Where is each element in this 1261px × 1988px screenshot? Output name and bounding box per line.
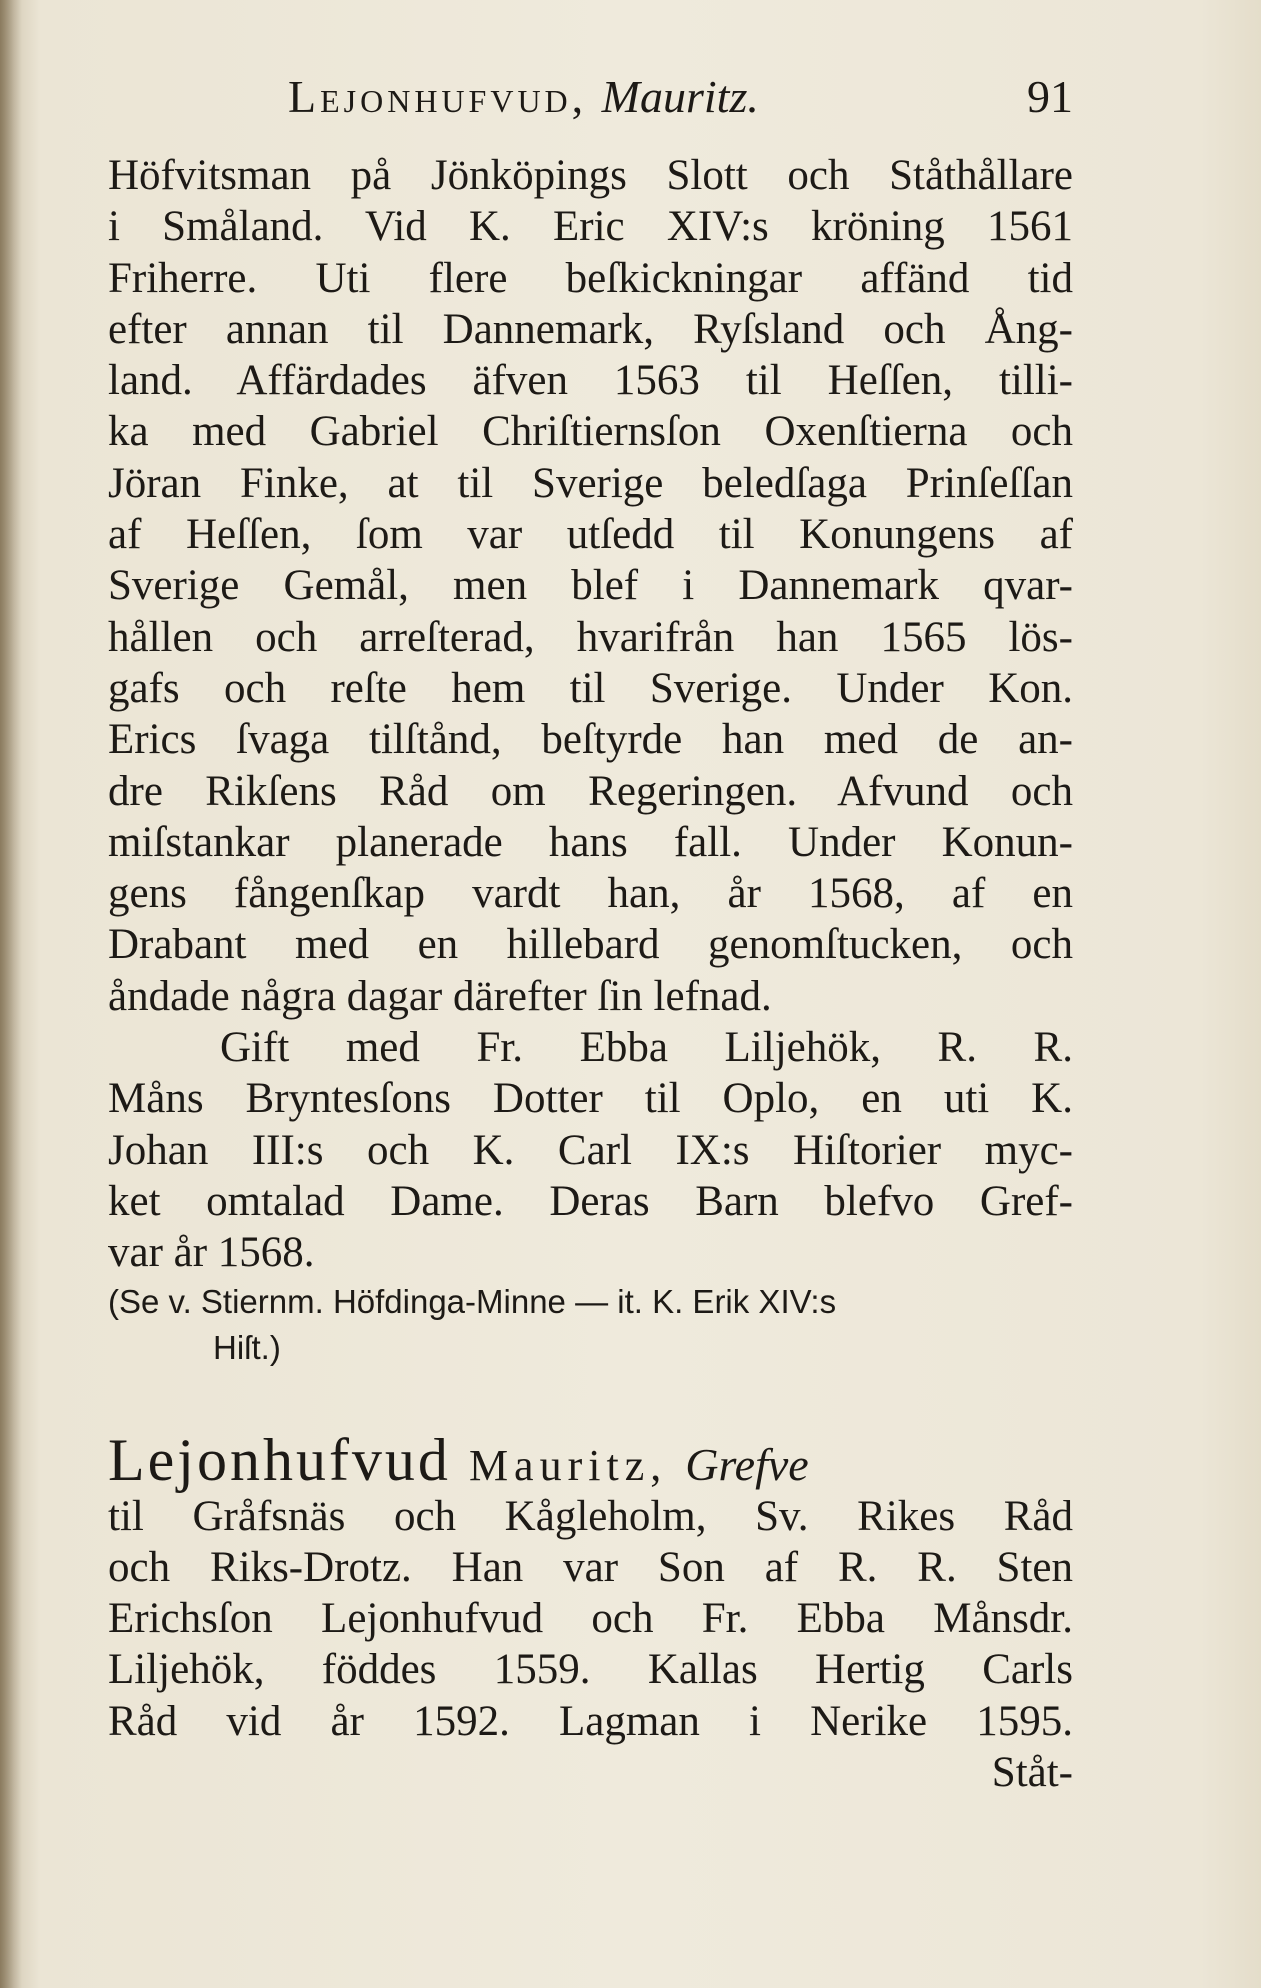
body-line: Friherre. Uti flere beſkickningar affänd tid <box>108 254 1073 302</box>
text-block <box>108 70 1073 1798</box>
body-line: Johan III:s och K. Carl IX:s Hiſtorier myc- <box>108 1126 1073 1174</box>
entry-lejonhufvud-mauritz <box>108 1426 1073 1799</box>
note-line: Hiſt.) <box>213 1328 281 1366</box>
body-line: Höfvitsman på Jönköpings Slott och Ståthållare <box>108 152 1073 199</box>
body-line: gens fångenſkap vardt han, år 1568, af en <box>108 870 1073 918</box>
body-line: Erics ſvaga tilſtånd, beſtyrde han med de an- <box>108 716 1073 764</box>
page-header <box>108 70 1073 150</box>
entry-surname: Lejonhufvud <box>108 1426 451 1493</box>
body-line: land. Affärdades äfven 1563 til Heſſen, tilli- <box>108 357 1073 405</box>
binding-shadow <box>0 0 22 1988</box>
body-line: Erichsſon Lejonhufvud och Fr. Ebba Månsdr. <box>108 1595 1073 1643</box>
note-line: (Se v. Stiernm. Höfdinga-Minne — it. K. Erik XIV:s <box>108 1282 837 1320</box>
body-line: Råd vid år 1592. Lagman i Nerike 1595. <box>108 1697 1073 1745</box>
running-head-given-name: Mauritz. <box>601 71 759 122</box>
running-head <box>288 70 759 123</box>
body-line: ket omtalad Dame. Deras Barn blefvo Gref- <box>108 1177 1073 1225</box>
body-line: Gift med Fr. Ebba Liljehök, R. R. <box>220 1024 1073 1072</box>
body-line: ka med Gabriel Chriſtiernsſon Oxenſtierna och <box>108 408 1073 456</box>
body-line: var år 1568. <box>108 1229 315 1277</box>
body-line: och Riks-Drotz. Han var Son af R. R. Sten <box>108 1543 1073 1591</box>
page-number: 91 <box>1027 71 1073 122</box>
body-line: Sverige Gemål, men blef i Dannemark qvar- <box>108 562 1073 610</box>
body-line: åndade några dagar därefter ſin lefnad. <box>108 972 772 1020</box>
body-line: af Heſſen, ſom var utſedd til Konungens af <box>108 511 1073 559</box>
body-line: Liljehök, föddes 1559. Kallas Hertig Carls <box>108 1646 1073 1694</box>
entry-separator <box>108 1371 1073 1429</box>
entry-rank: Grefve <box>685 1438 809 1490</box>
body-line: miſstankar planerade hans fall. Under Konun- <box>108 818 1073 866</box>
body-line: gafs och reſte hem til Sverige. Under Kon. <box>108 664 1073 712</box>
body-line: Drabant med en hillebard genomſtucken, och <box>108 921 1073 969</box>
body-line: Måns Bryntesſons Dotter til Oplo, en uti K. <box>108 1075 1073 1123</box>
body-line: Jöran Finke, at til Sverige beledſaga Prinſeſſan <box>108 459 1073 507</box>
source-note <box>108 1279 1073 1371</box>
body-line: dre Rikſens Råd om Regeringen. Afvund och <box>108 767 1073 815</box>
body-line: til Gråfsnäs och Kågleholm, Sv. Rikes Råd <box>108 1492 1073 1540</box>
catchword: Ståt- <box>991 1749 1073 1797</box>
entry-continuation <box>108 150 1073 1022</box>
marriage-paragraph <box>108 1022 1073 1278</box>
entry-heading <box>108 1426 1073 1493</box>
entry-given-name: Mauritz, <box>468 1440 668 1490</box>
body-line: hållen och arreſterad, hvarifrån han 1565 lös- <box>108 613 1073 661</box>
body-line: i Småland. Vid K. Eric XIV:s kröning 1561 <box>108 203 1073 251</box>
body-line: efter annan til Dannemark, Ryſsland och Ång- <box>108 305 1073 353</box>
running-head-surname: Lejonhufvud, <box>288 71 588 122</box>
